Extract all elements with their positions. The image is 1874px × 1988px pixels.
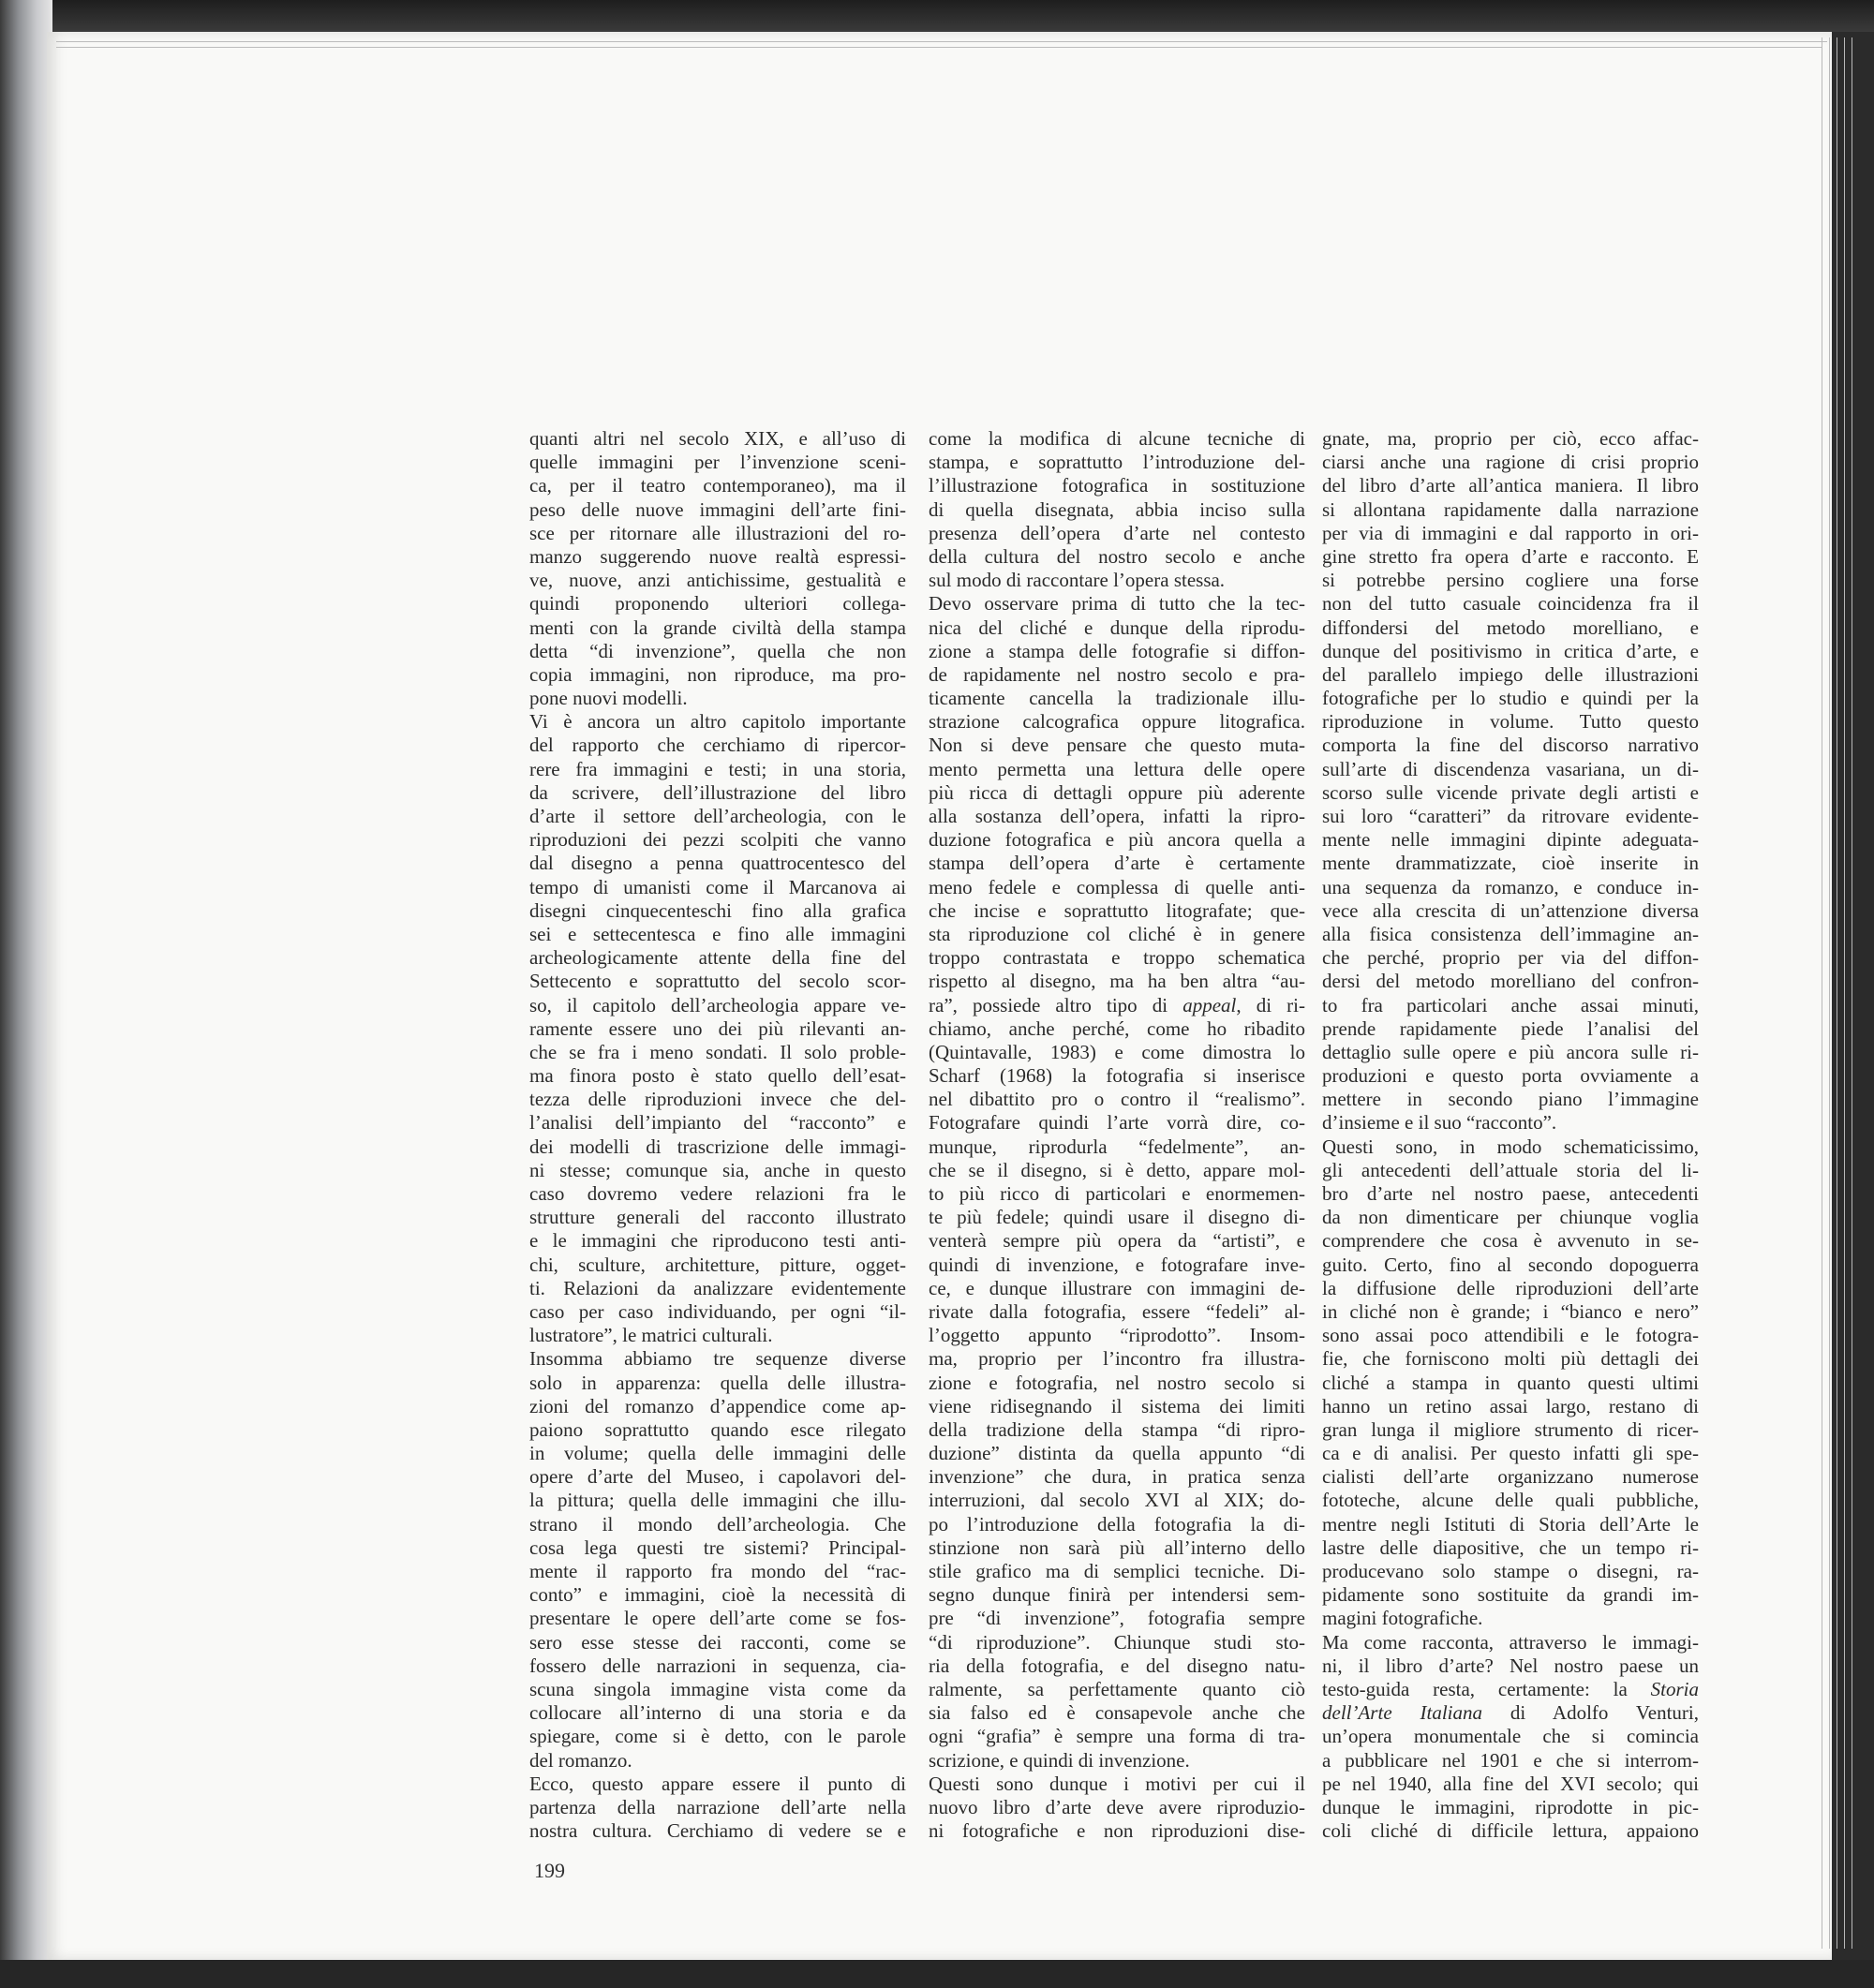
text-line: guito. Certo, fino al secondo dopoguerra — [1322, 1253, 1699, 1276]
text-line: diffondersi del metodo morelliano, e — [1322, 616, 1699, 639]
text-line: che se fra i meno sondati. Il solo proble- — [529, 1040, 906, 1063]
text-line: archeologicamente attente della fine del — [529, 946, 906, 970]
text-line: sta riproduzione col cliché è in genere — [929, 922, 1305, 945]
text-line: copia immagini, non riproduce, ma pro- — [529, 662, 906, 686]
text-line: pone nuovi modelli. — [529, 687, 688, 710]
text-line: l’analisi dell’impianto del “racconto” e — [529, 1111, 906, 1135]
text-line: opere d’arte del Museo, i capolavori del- — [529, 1465, 906, 1489]
text-line: manzo suggerendo nuove realtà espressi- — [529, 544, 906, 568]
text-line: come la modifica di alcune tecniche di — [929, 427, 1305, 450]
italic-text: Storia — [1650, 1677, 1699, 1700]
scan-top-border — [0, 0, 1874, 32]
text-line: stinzione non sarà più all’interno dello — [929, 1536, 1305, 1559]
text-line: ramente essere uno dei più rilevanti an- — [529, 1016, 906, 1040]
text-line: del rapporto che cerchiamo di ripercor- — [529, 734, 906, 757]
text-line: a pubblicare nel 1901 e che si interrom- — [1322, 1748, 1699, 1772]
text-line: mente drammatizzate, cioè inserite in — [1322, 852, 1699, 875]
text-line: zione a stampa delle fotografie si diffon- — [929, 639, 1305, 662]
text-line: sero esse stesse dei racconti, come se — [529, 1630, 906, 1654]
text-line: dal disegno a penna quattrocentesco del — [529, 852, 906, 875]
text-line: rispetto al disegno, ma ha ben altra “au- — [929, 970, 1305, 993]
text-line: venterà sempre più opera da “artisti”, e — [929, 1229, 1305, 1253]
text-line: Vi è ancora un altro capitolo importante — [529, 710, 906, 734]
text-line: nica del cliché e dunque della riprodu- — [929, 616, 1305, 639]
text-line: detta “di invenzione”, quella che non — [529, 639, 906, 662]
text-line: sia falso ed è consapevole anche che — [929, 1701, 1305, 1725]
text-line: sui loro “caratteri” da ritrovare evidente- — [1322, 805, 1699, 827]
text-line: stampa dell’opera d’arte è certamente — [929, 852, 1305, 875]
text-line: to più ricco di particolari e enormemen- — [929, 1182, 1305, 1205]
text-line: di quella disegnata, abbia inciso sulla — [929, 497, 1305, 521]
text-line: “di riproduzione”. Chiunque studi sto- — [929, 1630, 1305, 1654]
text-segment: testo-guida resta, certamente: la — [1322, 1677, 1651, 1700]
text-line: de rapidamente nel nostro secolo e pra- — [929, 662, 1305, 686]
text-line: Devo osservare prima di tutto che la tec- — [929, 592, 1305, 616]
text-line: del romanzo. — [529, 1748, 632, 1772]
text-column-2 — [929, 427, 1305, 1843]
text-line: dettaglio sulle opere e più ancora sulle ri- — [1322, 1040, 1699, 1063]
text-line: che se il disegno, si è detto, appare mol- — [929, 1158, 1305, 1181]
text-line — [929, 994, 1305, 1017]
text-line: mente nelle immagini dipinte adeguata- — [1322, 828, 1699, 852]
text-line: gine stretto fra opera d’arte e racconto. E — [1322, 544, 1699, 568]
text-line: te più fedele; quindi usare il disegno di- — [929, 1206, 1305, 1229]
text-line: in cliché non è grande; i “bianco e nero” — [1322, 1299, 1699, 1323]
text-line: ve, nuove, anzi antichissime, gestualità e — [529, 569, 906, 592]
text-line: menti con la grande civiltà della stampa — [529, 616, 906, 639]
text-line: stampa, e soprattutto l’introduzione del- — [929, 451, 1305, 474]
text-line: che incise e soprattutto litografate; que- — [929, 898, 1305, 922]
text-line: quindi proponendo ulteriori collega- — [529, 592, 906, 616]
text-line: Scharf (1968) la fotografia si inserisce — [929, 1064, 1305, 1088]
text-line: ca e di analisi. Per questo infatti gli spe- — [1322, 1442, 1699, 1465]
text-line: del parallelo impiego delle illustrazioni — [1322, 662, 1699, 686]
text-line: nuovo libro d’arte deve avere riproduzio- — [929, 1795, 1305, 1818]
text-line: to fra particolari anche assai minuti, — [1322, 993, 1699, 1016]
text-line: stile grafico ma di semplici tecniche. Di- — [929, 1560, 1305, 1582]
text-line: mento permetta una lettura delle opere — [929, 757, 1305, 780]
text-line: prende rapidamente piede l’analisi del — [1322, 1016, 1699, 1040]
scan-bottom-border — [0, 1960, 1874, 1988]
text-line: segno dunque finirà per intendersi sem- — [929, 1583, 1305, 1607]
text-line: d’arte il settore dell’archeologia, con le — [529, 805, 906, 827]
text-line: Non si deve pensare che questo muta- — [929, 734, 1305, 757]
text-line: chi, sculture, architetture, pitture, ogget- — [529, 1253, 906, 1276]
text-line: strazione calcografica oppure litografica. — [929, 710, 1305, 734]
text-line: interruzioni, dal secolo XVI al XIX; do- — [929, 1489, 1305, 1512]
text-line: fie, che forniscono molti più dettagli dei — [1322, 1347, 1699, 1371]
text-line: gnate, ma, proprio per ciò, ecco affac- — [1322, 427, 1699, 450]
text-line: mettere in secondo piano l’immagine — [1322, 1088, 1699, 1111]
text-line: gran lunga il migliore strumento di ricer- — [1322, 1417, 1699, 1441]
text-line: produzioni e questo porta ovviamente a — [1322, 1064, 1699, 1088]
text-line: Ma come racconta, attraverso le immagi- — [1322, 1630, 1699, 1654]
text-line: conto” e immagini, cioè la necessità di — [529, 1583, 906, 1607]
text-line: po l’introduzione della fotografia la di- — [929, 1512, 1305, 1536]
text-line: ni fotografiche e non riproduzioni dise- — [929, 1819, 1305, 1843]
text-line: quindi di invenzione, e fotografare inve- — [929, 1253, 1305, 1276]
text-line: ce, e dunque illustrare con immagini de- — [929, 1276, 1305, 1299]
text-line: presentare le opere dell’arte come se fos- — [529, 1607, 906, 1630]
text-line: munque, riprodurla “fedelmente”, an- — [929, 1135, 1305, 1158]
text-line: bro d’arte nel nostro paese, antecedenti — [1322, 1182, 1699, 1205]
text-line: caso dovremo vedere relazioni fra le — [529, 1182, 906, 1205]
text-line: disegni cinquecenteschi fino alla grafica — [529, 898, 906, 922]
text-segment: , di ri- — [1236, 993, 1305, 1016]
text-line: nel dibattito pro o contro il “realismo”. — [929, 1088, 1305, 1111]
text-line: tempo di umanisti come il Marcanova ai — [529, 875, 906, 898]
text-line: Ecco, questo appare essere il punto di — [529, 1772, 906, 1795]
text-line: da non dimenticare per chiunque voglia — [1322, 1206, 1699, 1229]
text-line: si potrebbe persino cogliere una forse — [1322, 569, 1699, 592]
text-line: producevano solo stampe o disegni, ra- — [1322, 1560, 1699, 1582]
text-line: in volume; quella delle immagini delle — [529, 1442, 906, 1465]
text-line: scuna singola immagine vista come da — [529, 1677, 906, 1700]
text-line: duzione fotografica e più ancora quella a — [929, 828, 1305, 852]
text-line: Insomma abbiamo tre sequenze diverse — [529, 1347, 906, 1371]
text-segment: ra”, possiede altro tipo di — [929, 993, 1183, 1016]
text-line: ni, il libro d’arte? Nel nostro paese un — [1322, 1654, 1699, 1677]
page-number: 199 — [534, 1859, 565, 1882]
text-line: pre “di invenzione”, fotografia sempre — [929, 1607, 1305, 1630]
text-line: per via di immagini e dal rapporto in ori- — [1322, 521, 1699, 544]
text-line: presenza dell’opera d’arte nel contesto — [929, 521, 1305, 544]
text-line: ogni “grafia” è sempre una forma di tra- — [929, 1725, 1305, 1748]
text-line: dunque del positivismo in critica d’arte, e — [1322, 639, 1699, 662]
text-line: riproduzione in volume. Tutto questo — [1322, 710, 1699, 734]
text-line: caso per caso individuando, per ogni “il- — [529, 1299, 906, 1323]
text-line: (Quintavalle, 1983) e come dimostra lo — [929, 1040, 1305, 1063]
text-line: mente il rapporto fra mondo del “rac- — [529, 1560, 906, 1582]
page-stack-edge — [56, 47, 1822, 48]
text-line: vece alla crescita di un’attenzione diversa — [1322, 898, 1699, 922]
text-line: quelle immagini per l’invenzione sceni- — [529, 451, 906, 474]
text-line: ralmente, sa perfettamente quanto ciò — [929, 1677, 1305, 1700]
text-line: chiamo, anche perché, come ho ribadito — [929, 1016, 1305, 1040]
text-line: del libro d’arte all’antica maniera. Il libro — [1322, 474, 1699, 497]
text-line: zione e fotografia, nel nostro secolo si — [929, 1371, 1305, 1394]
text-line: ma, proprio per l’incontro fra illustra- — [929, 1347, 1305, 1371]
text-line: l’illustrazione fotografica in sostituzione — [929, 474, 1305, 497]
text-line: Settecento e soprattutto del secolo scor- — [529, 970, 906, 993]
text-line: nostra cultura. Cerchiamo di vedere se e — [529, 1819, 906, 1843]
text-line: alla sostanza dell’opera, infatti la ripro- — [929, 805, 1305, 827]
text-line: ti. Relazioni da analizzare evidentemente — [529, 1276, 906, 1299]
text-line: una sequenza da romanzo, e conduce in- — [1322, 875, 1699, 898]
text-line: sul modo di raccontare l’opera stessa. — [929, 569, 1226, 592]
text-line: riproduzioni dei pezzi scolpiti che vanno — [529, 828, 906, 852]
text-line: so, il capitolo dell’archeologia appare ve- — [529, 993, 906, 1016]
text-line: sono assai poco attendibili e le fotogra- — [1322, 1324, 1699, 1347]
text-line: mentre negli Istituti di Storia dell’Arte le — [1322, 1512, 1699, 1536]
text-line: sull’arte di discendenza vasariana, un di- — [1322, 757, 1699, 780]
text-line: la pittura; quella delle immagini che illu- — [529, 1489, 906, 1512]
text-line — [1322, 1701, 1699, 1725]
text-line: la diffusione delle riproduzioni dell’arte — [1322, 1276, 1699, 1299]
text-line: cialisti dell’arte organizzano numerose — [1322, 1465, 1699, 1489]
text-line: coli cliché di difficile lettura, appaiono — [1322, 1819, 1699, 1843]
text-line: fotografiche per lo studio e quindi per la — [1322, 687, 1699, 710]
page-stack-edge — [1844, 37, 1845, 1949]
text-line: rivate dalla fotografia, essere “fedeli” al- — [929, 1299, 1305, 1323]
text-line: più ricca di dettagli oppure più aderente — [929, 780, 1305, 804]
text-line: dei modelli di trascrizione delle immagi- — [529, 1135, 906, 1158]
text-line: ni stesse; comunque sia, anche in questo — [529, 1158, 906, 1181]
text-line: dunque le immagini, riprodotte in pic- — [1322, 1795, 1699, 1818]
text-line: comporta la fine del discorso narrativo — [1322, 734, 1699, 757]
text-segment: di Adolfo Venturi, — [1482, 1701, 1699, 1725]
text-line: cosa lega questi tre sistemi? Principal- — [529, 1536, 906, 1559]
text-line: rere fra immagini e testi; in una storia, — [529, 757, 906, 780]
text-line: partenza della narrazione dell’arte nella — [529, 1795, 906, 1818]
text-line: Questi sono, in modo schematicissimo, — [1322, 1135, 1699, 1158]
text-line: magini fotografiche. — [1322, 1607, 1483, 1630]
text-line: pe nel 1940, alla fine del XVI secolo; qui — [1322, 1772, 1699, 1795]
italic-text: appeal — [1182, 993, 1237, 1016]
text-line: Fotografare quindi l’arte vorrà dire, co- — [929, 1111, 1305, 1135]
text-line: meno fedele e complessa di quelle anti- — [929, 875, 1305, 898]
text-line: sei e settecentesca e fino alle immagini — [529, 922, 906, 945]
text-line: della cultura del nostro secolo e anche — [929, 544, 1305, 568]
text-line: zioni del romanzo d’appendice come ap- — [529, 1394, 906, 1417]
text-line: si allontana rapidamente dalla narrazione — [1322, 497, 1699, 521]
text-line — [1322, 1678, 1699, 1701]
text-line: un’opera monumentale che si comincia — [1322, 1725, 1699, 1748]
text-column-1 — [529, 427, 906, 1843]
text-line: ca, per il teatro contemporaneo), ma il — [529, 474, 906, 497]
text-line: ria della fotografia, e del disegno natu- — [929, 1654, 1305, 1677]
text-line: paiono soprattutto quando esce rilegato — [529, 1417, 906, 1441]
text-line: ma finora posto è stato quello dell’esat- — [529, 1064, 906, 1088]
page-stack-edge — [56, 41, 1827, 42]
text-line: quanti altri nel secolo XIX, e all’uso di — [529, 427, 906, 450]
text-line: peso delle nuove immagini dell’arte fini- — [529, 497, 906, 521]
text-line: non del tutto casuale coincidenza fra il — [1322, 592, 1699, 616]
text-line: strano il mondo dell’archeologia. Che — [529, 1512, 906, 1536]
text-line: alla fisica consistenza dell’immagine an- — [1322, 922, 1699, 945]
text-line: hanno un retino assai largo, restano di — [1322, 1394, 1699, 1417]
text-line: lustratore”, le matrici culturali. — [529, 1324, 773, 1347]
text-line: tezza delle riproduzioni invece che del- — [529, 1088, 906, 1111]
text-line: duzione” distinta da quella appunto “di — [929, 1442, 1305, 1465]
text-line: dersi del metodo morelliano del confron- — [1322, 970, 1699, 993]
text-line: scorso sulle vicende private degli artisti e — [1322, 780, 1699, 804]
book-spine — [0, 0, 52, 1988]
text-line: d’insieme e il suo “racconto”. — [1322, 1111, 1557, 1135]
text-line: della tradizione della stampa “di ripro- — [929, 1417, 1305, 1441]
text-line: scrizione, e quindi di invenzione. — [929, 1748, 1190, 1772]
text-line: lastre delle diapositive, che un tempo ri- — [1322, 1536, 1699, 1559]
text-line: pidamente sono sostituite da grandi im- — [1322, 1583, 1699, 1607]
text-line: troppo contrastata e troppo schematica — [929, 946, 1305, 970]
text-line: gli antecedenti dell’attuale storia del li- — [1322, 1158, 1699, 1181]
text-line: spiegare, come si è detto, con le parole — [529, 1725, 906, 1748]
text-line: l’oggetto appunto “riprodotto”. Insom- — [929, 1324, 1305, 1347]
text-line: collocare all’interno di una storia e da — [529, 1701, 906, 1725]
text-line: solo in apparenza: quella delle illustra- — [529, 1371, 906, 1394]
text-line: fototeche, alcune delle quali pubbliche, — [1322, 1489, 1699, 1512]
text-line: e le immagini che riproducono testi anti- — [529, 1229, 906, 1253]
text-line: comprendere che cosa è avvenuto in se- — [1322, 1229, 1699, 1253]
text-line: fossero delle narrazioni in sequenza, cia- — [529, 1654, 906, 1677]
page-stack-edge — [1829, 37, 1830, 1949]
text-line: che perché, proprio per via del diffon- — [1322, 946, 1699, 970]
text-line: viene ridisegnando il sistema dei limiti — [929, 1394, 1305, 1417]
text-line: ticamente cancella la tradizionale illu- — [929, 687, 1305, 710]
text-column-3 — [1322, 427, 1699, 1843]
text-line: cliché a stampa in quanto questi ultimi — [1322, 1371, 1699, 1394]
text-line: sce per ritornare alle illustrazioni del ro- — [529, 521, 906, 544]
text-line: Questi sono dunque i motivi per cui il — [929, 1772, 1305, 1795]
italic-text: dell’Arte Italiana — [1322, 1701, 1483, 1725]
text-line: invenzione” che dura, in pratica senza — [929, 1465, 1305, 1489]
text-line: ciarsi anche una ragione di crisi proprio — [1322, 451, 1699, 474]
text-line: strutture generali del racconto illustrato — [529, 1206, 906, 1229]
text-line: da scrivere, dell’illustrazione del libro — [529, 780, 906, 804]
